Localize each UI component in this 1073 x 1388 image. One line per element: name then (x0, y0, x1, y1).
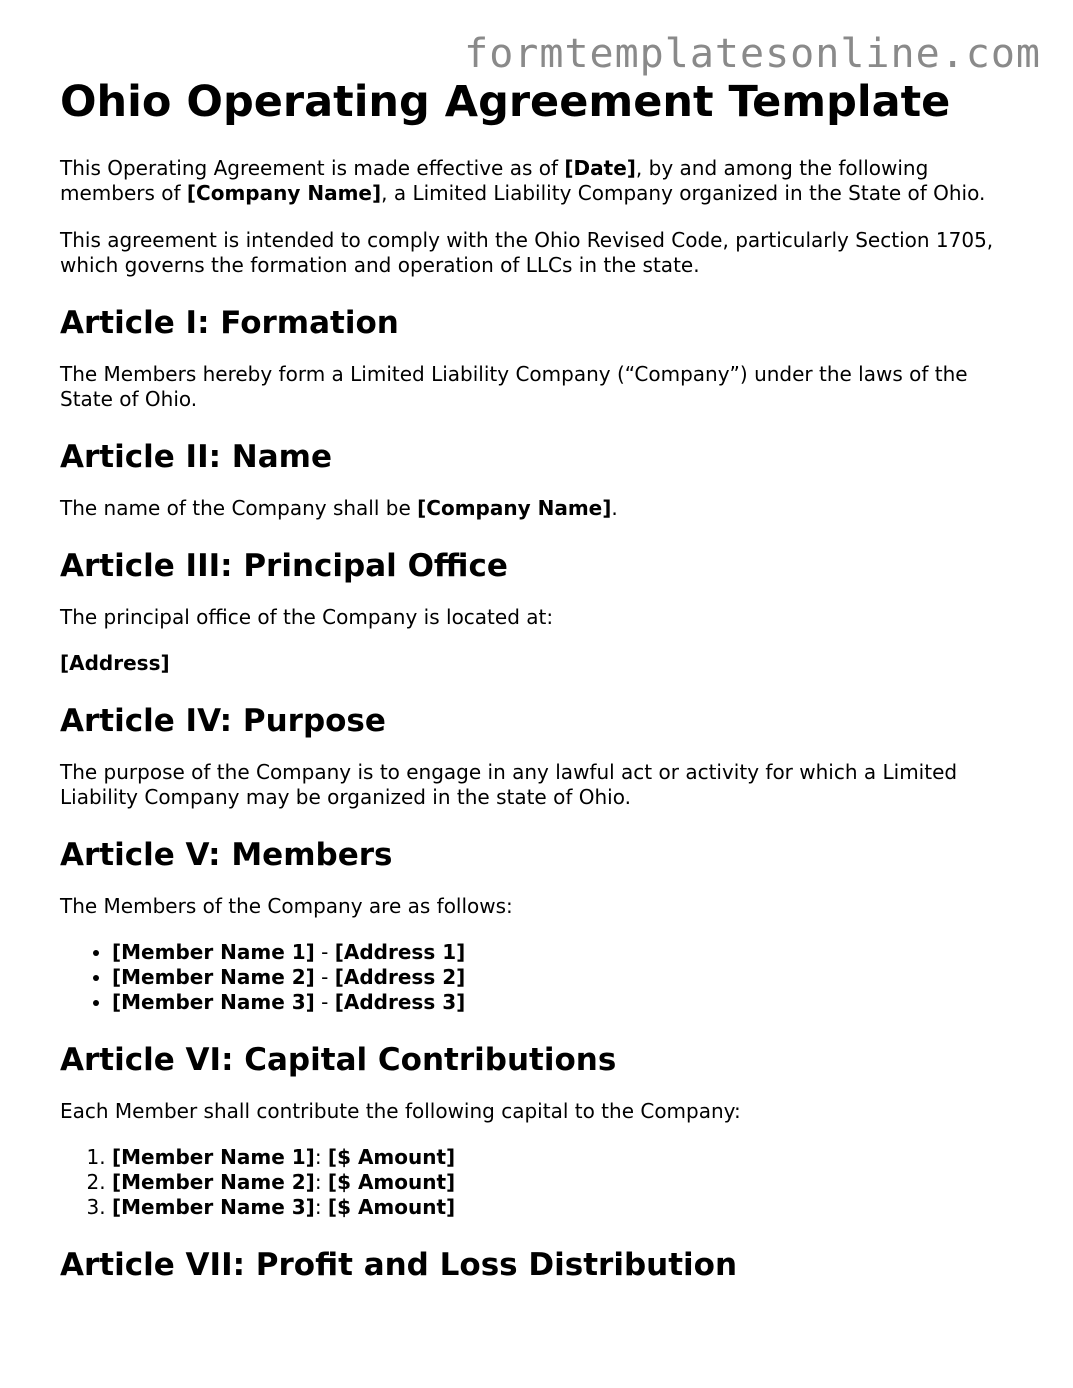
intro-text-b: , by and among the following members of (60, 156, 929, 205)
intro-text-a: This Operating Agreement is made effective as of (60, 156, 565, 180)
article-6-text: Each Member shall contribute the following capital to the Company: (60, 1099, 741, 1123)
compliance-paragraph: This agreement is intended to comply with the Ohio Revised Code, particularly Section 1705, which governs the formation and operation of LLCs in the state. (60, 228, 994, 277)
article-5-heading: Article V: Members (60, 837, 393, 873)
separator: : (314, 1170, 328, 1194)
member-address: [Address 1] (334, 940, 466, 964)
article-2-text-a: The name of the Company shall be (60, 496, 418, 520)
article-2-text-b: . (611, 496, 618, 520)
article-4-heading: Article IV: Purpose (60, 703, 386, 739)
contribution-amount: [$ Amount] (327, 1195, 456, 1219)
article-3-heading: Article III: Principal Office (60, 548, 508, 584)
member-address: [Address 3] (334, 990, 466, 1014)
address-placeholder (60, 651, 1020, 676)
watermark: formtemplatesonline.com (464, 31, 1041, 77)
article-1-text: The Members hereby form a Limited Liability Company (“Company”) under the laws of the State of Ohio. (60, 362, 968, 411)
company-name-placeholder: [Company Name] (417, 496, 612, 520)
list-item (112, 965, 1020, 990)
article-3-text: The principal office of the Company is located at: (60, 605, 554, 629)
separator: - (314, 965, 335, 989)
article-2-heading: Article II: Name (60, 439, 332, 475)
list-item (112, 1170, 1020, 1195)
member-name: [Member Name 3] (112, 1195, 315, 1219)
separator: : (314, 1145, 328, 1169)
article-5-text: The Members of the Company are as follows: (60, 894, 513, 918)
separator: : (314, 1195, 328, 1219)
list-item (112, 940, 1020, 965)
article-2-text (60, 496, 1020, 521)
article-1-heading: Article I: Formation (60, 305, 399, 341)
member-name: [Member Name 2] (112, 965, 315, 989)
document-page (60, 76, 1020, 1284)
company-name-placeholder: [Company Name] (186, 181, 382, 205)
member-name: [Member Name 2] (112, 1170, 315, 1194)
member-name: [Member Name 1] (112, 940, 315, 964)
article-6-heading: Article VI: Capital Contributions (60, 1042, 617, 1078)
contribution-amount: [$ Amount] (327, 1170, 456, 1194)
intro-paragraph (60, 156, 1020, 206)
members-list (60, 940, 1020, 1015)
article-7-heading: Article VII: Profit and Loss Distribution (60, 1247, 738, 1283)
list-item (112, 1195, 1020, 1220)
date-placeholder: [Date] (564, 156, 636, 180)
page-title: Ohio Operating Agreement Template (60, 77, 951, 127)
intro-text-c: , a Limited Liability Company organized in the State of Ohio. (381, 181, 986, 205)
address-label: [Address] (60, 651, 170, 675)
separator: - (314, 940, 335, 964)
member-name: [Member Name 3] (112, 990, 315, 1014)
separator: - (314, 990, 335, 1014)
member-address: [Address 2] (334, 965, 466, 989)
list-item (112, 1145, 1020, 1170)
member-name: [Member Name 1] (112, 1145, 315, 1169)
contributions-list (60, 1145, 1020, 1220)
contribution-amount: [$ Amount] (327, 1145, 456, 1169)
list-item (112, 990, 1020, 1015)
article-4-text: The purpose of the Company is to engage in any lawful act or activity for which a Limited Liability Company may be organized in the state of Ohio. (60, 760, 958, 809)
